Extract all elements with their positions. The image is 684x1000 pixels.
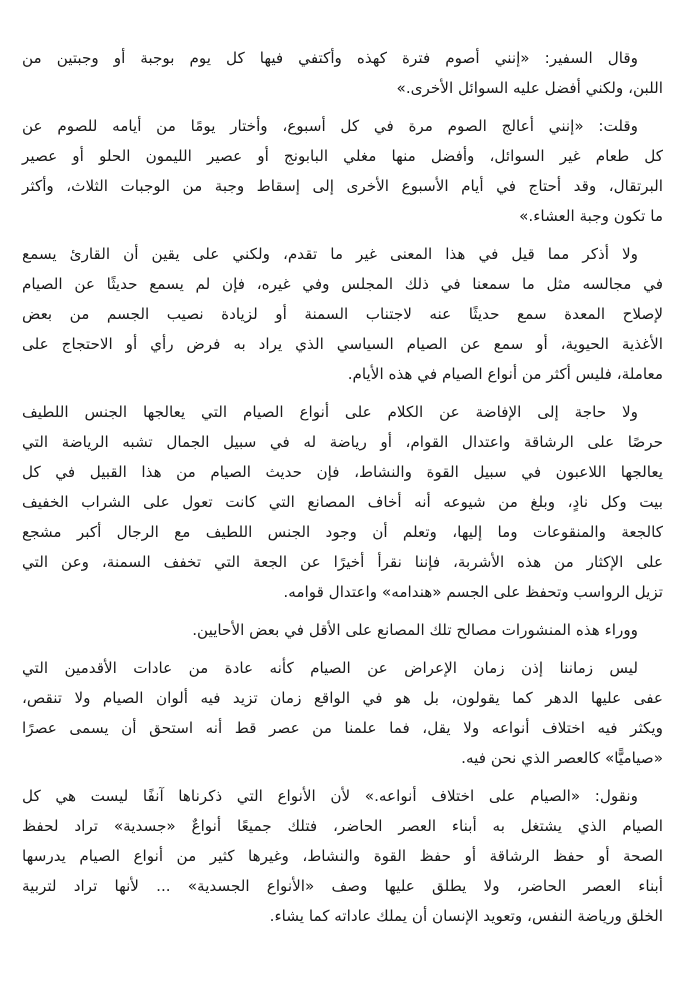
text-line: لإصلاح المعدة سمع حديثًا عنه لاجتناب السمنة أو لزيادة نصيب الجسم من بعض: [22, 305, 663, 323]
text-line: حرصًا على الرشاقة واعتدال القوام، أو رياضة له في سبيل الجمال تشبه الرياضة التي: [22, 433, 663, 451]
text-line: ليس زماننا إذن زمان الإعراض عن الصيام كأنه عادة من عادات الأقدمين التي: [22, 659, 638, 677]
text-line: ونقول: «الصيام على اختلاف أنواعه.» لأن الأنواع التي ذكرناها آنفًا ليست هي كل: [22, 787, 638, 805]
text-line: اللبن، ولكني أفضل عليه السوائل الأخرى.»: [396, 79, 663, 97]
text-line: وقال السفير: «إنني أصوم فترة كهذه وأكتفي فيها كل يوم بوجبة أو وجبتين من: [22, 49, 638, 67]
text-line: الصيام الذي يشتغل به أبناء العصر الحاضر، فتلك جميعًا أنواعٌ «جسدية» تراد لحفظ: [22, 817, 663, 835]
text-line: بيت وكل نادٍ، وبلغ من شيوعه أنه أخاف المصانع التي كانت تعول على الشراب الخفيف: [22, 493, 663, 511]
text-line: كل طعام غير السوائل، وأفضل منها مغلي البابونج أو عصير الليمون الحلو أو عصير: [22, 147, 663, 165]
text-line: ويكثر فيه اختلاف أنواعه ولا يقل، فما علمنا من عصر قط أنه استحق أن يسمى عصرًا: [22, 719, 663, 737]
text-line: كالجعة والمنقوعات وما إليها، وتعلم أن وجود الجنس اللطيف مع الرجال أكبر مشجع: [22, 523, 663, 541]
text-line: «صياميًّا» كالعصر الذي نحن فيه.: [461, 749, 663, 767]
text-line: أبناء العصر الحاضر، ولا يطلق عليها وصف «الأنواع الجسدية» ... لأنها تراد لتربية: [22, 877, 663, 895]
text-line: على الإكثار من هذه الأشربة، فإننا نقرأ أخيرًا عن الجعة التي تخفف السمنة، وعن التي: [22, 553, 663, 571]
text-line: ولا حاجة إلى الإفاضة عن الكلام على أنواع الصيام التي يعالجها الجنس اللطيف: [22, 403, 638, 421]
text-line: البرتقال، وقد أحتاج في أيام الأسبوع الأخرى إلى إسقاط وجبة من الوجبات الثلاث، وأكثر: [22, 177, 663, 195]
text-line: الخلق ورياضة النفس، وتعويد الإنسان أن يملك عاداته كما يشاء.: [269, 907, 663, 925]
text-line: عفى عليها الدهر كما يقولون، بل هو في الواقع زمان تزيد فيه ألوان الصيام ولا تنقص،: [22, 689, 663, 707]
text-line: معاملة، فليس أكثر من أنواع الصيام في هذه الأيام.: [347, 365, 663, 383]
text-line: الأغذية الحيوية، أو سمع عن الصيام السياسي الذي يراد به فرض رأي أو الاحتجاج على: [22, 335, 663, 353]
text-line: ولا أذكر مما قيل في هذا المعنى غير ما تقدم، ولكني على يقين أن القارئ يسمع: [22, 245, 638, 263]
text-line: وقلت: «إنني أعالج الصوم مرة في كل أسبوع، وأختار يومًا من أيامه للصوم عن: [22, 117, 638, 135]
text-line: تزيل الرواسب وتحفظ على الجسم «هندامه» واعتدال قوامه.: [283, 583, 663, 601]
text-line: في مجالسه مثل ما سمعنا في ذلك المجلس وفي غيره، فإن لم يسمع حديثًا عن الصيام: [22, 275, 663, 293]
text-line: الصحة أو حفظ الرشاقة أو حفظ القوة والنشاط، وغيرها كثير من أنواع الصيام يدرسها: [22, 847, 663, 865]
text-line: ما تكون وجبة العشاء.»: [519, 207, 663, 225]
text-line: يعالجها اللاعبون في سبيل القوة والنشاط، فإن حديث الصيام من هذا القبيل في كل: [22, 463, 663, 481]
text-line: ووراء هذه المنشورات مصالح تلك المصانع على الأقل في بعض الأحايين.: [192, 621, 638, 639]
